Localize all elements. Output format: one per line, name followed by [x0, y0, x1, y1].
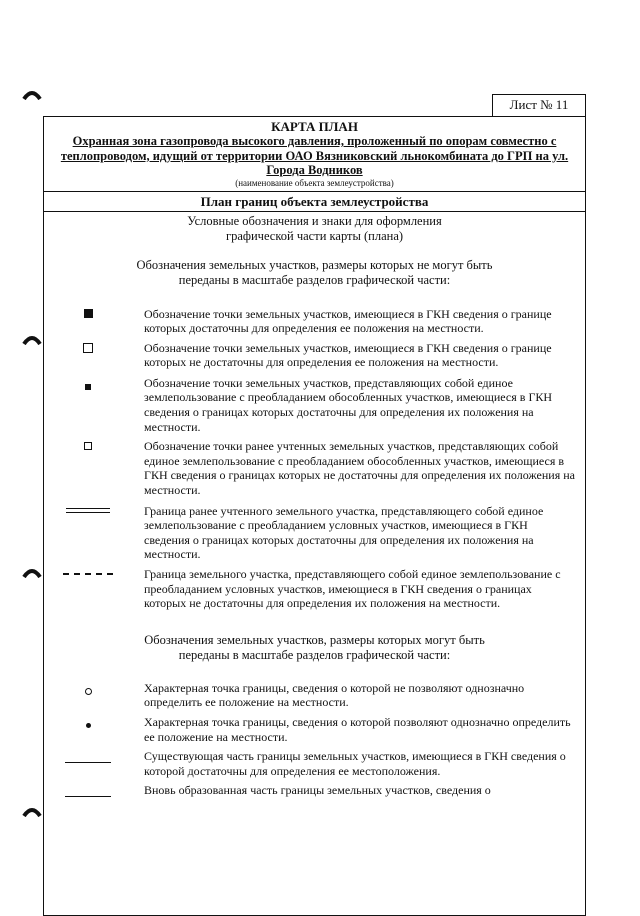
legend-item: Граница земельного участка, представляющего собой единое землепользование с преобладанием условных участков, имеющиеся в ГКН сведения о границах которых не достаточны для определения их положения на местности.	[44, 567, 585, 611]
filled-square-large-icon	[44, 307, 132, 321]
legend-item: Характерная точка границы, сведения о которой не позволяют однозначно определить ее положение на местности.	[44, 681, 585, 710]
legend-item: Обозначение точки земельных участков, имеющиеся в ГКН сведения о границе которых достаточны для определения ее положения на местности.	[44, 307, 585, 336]
legend-item: Характерная точка границы, сведения о которой позволяют однозначно определить ее положение на местности.	[44, 715, 585, 744]
open-square-large-icon	[44, 341, 132, 355]
sheet-number: Лист № 11	[492, 94, 586, 116]
filled-square-small-icon	[44, 380, 132, 394]
plan-title: План границ объекта землеустройства	[44, 192, 585, 212]
document-frame	[43, 116, 586, 916]
section-heading-non-scalable: Обозначения земельных участков, размеры которых не могут быть переданы в масштабе разделов графической части:	[136, 257, 493, 287]
punch-mark-icon	[22, 566, 42, 578]
object-caption: (наименование объекта землеустройства)	[235, 177, 394, 188]
document-title: КАРТА ПЛАН	[271, 119, 358, 134]
legend-heading: Условные обозначения и знаки для оформления графической части карты (плана)	[187, 213, 442, 243]
legend-item: Обозначение точки ранее учтенных земельных участков, представляющих собой единое землепользование с преобладанием обособленных участков, имеющиеся в ГКН сведения о границах которых не достаточны для определения их положения на местности.	[44, 439, 585, 497]
open-circle-icon	[44, 685, 132, 699]
solid-line-icon	[44, 755, 132, 769]
object-name: Охранная зона газопровода высокого давления, проложенный по опорам совместно с теплопроводом, идущий от территории ОАО Вязниковский льнокомбината до ГРП на ул. Города Водников	[60, 134, 569, 177]
legend-item: Обозначение точки земельных участков, представляющих собой единое землепользование с преобладанием обособленных участков, имеющиеся в ГКН сведения о границах которых достаточны для определения их положения на местности.	[44, 376, 585, 434]
punch-mark-icon	[22, 88, 42, 100]
double-line-icon	[44, 504, 132, 518]
legend-item: Вновь образованная часть границы земельных участков, сведения о	[44, 783, 585, 798]
legend-item: Граница ранее учтенного земельного участка, представляющего собой единое землепользование с преобладанием условных участков, имеющиеся в ГКН сведения о границах которых достаточны для определения их положения на местности.	[44, 504, 585, 562]
document-header	[44, 117, 585, 192]
legend-item: Обозначение точки земельных участков, имеющиеся в ГКН сведения о границе которых не достаточны для определения ее положения на местности.	[44, 341, 585, 370]
punch-mark-icon	[22, 333, 42, 345]
filled-circle-icon	[44, 719, 132, 733]
punch-mark-icon	[22, 805, 42, 817]
section-heading-scalable: Обозначения земельных участков, размеры которых могут быть переданы в масштабе разделов графической части:	[144, 632, 485, 662]
dashed-line-icon	[44, 567, 132, 581]
legend-item: Существующая часть границы земельных участков, имеющиеся в ГКН сведения о которой достаточны для определения ее местоположения.	[44, 749, 585, 778]
open-square-small-icon	[44, 439, 132, 453]
solid-line-icon	[44, 789, 132, 803]
